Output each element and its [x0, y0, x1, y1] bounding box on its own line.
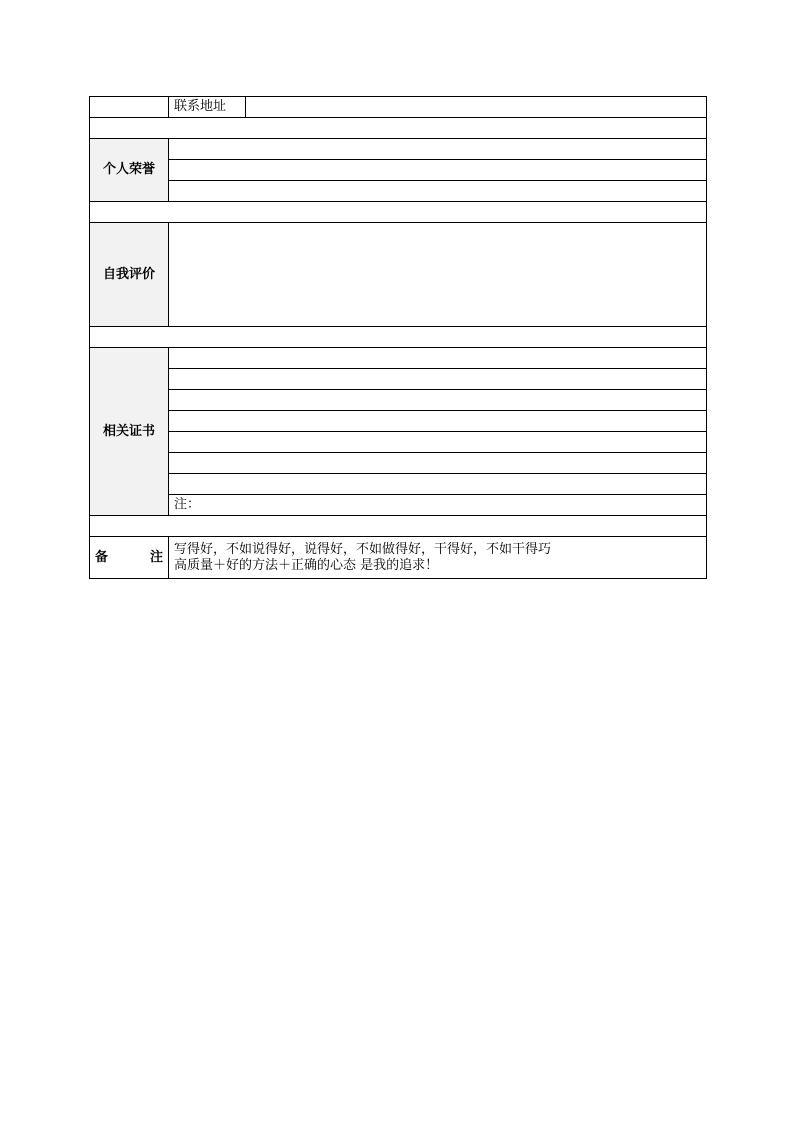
certificate-row [90, 369, 707, 390]
spacer-row [90, 516, 707, 537]
certificate-row [90, 348, 707, 369]
certificate-entry[interactable] [169, 390, 707, 411]
certificate-row [90, 474, 707, 495]
contact-row [90, 97, 707, 118]
resume-table [89, 96, 707, 579]
resume-page [89, 96, 706, 579]
certificate-note: 注： [169, 495, 707, 516]
contact-blank-cell [90, 97, 169, 118]
honors-row [90, 160, 707, 181]
spacer-cell [90, 118, 707, 139]
honors-entry[interactable] [169, 139, 707, 160]
contact-address-cell [169, 97, 707, 118]
spacer-cell [90, 202, 707, 223]
remarks-label: 备注 [90, 537, 169, 579]
certificate-row [90, 432, 707, 453]
certificate-entry[interactable] [169, 348, 707, 369]
honors-row [90, 139, 707, 160]
remarks-line-1: 写得好，不如说得好，说得好，不如做得好，干得好，不如干得巧 [174, 541, 552, 557]
self-evaluation-label: 自我评价 [90, 223, 169, 327]
honors-row [90, 181, 707, 202]
remarks-text [169, 537, 707, 579]
honors-label: 个人荣誉 [90, 139, 169, 202]
remarks-row [90, 537, 707, 579]
certificate-entry[interactable] [169, 474, 707, 495]
self-evaluation-text[interactable] [169, 223, 707, 327]
honors-entry[interactable] [169, 160, 707, 181]
spacer-row [90, 118, 707, 139]
certificate-row [90, 411, 707, 432]
spacer-row [90, 202, 707, 223]
certificates-label: 相关证书 [90, 348, 169, 516]
address-value[interactable] [246, 97, 706, 117]
self-evaluation-row [90, 223, 707, 327]
address-label: 联系地址 [169, 97, 246, 117]
honors-entry[interactable] [169, 181, 707, 202]
certificate-entry[interactable] [169, 432, 707, 453]
spacer-cell [90, 327, 707, 348]
certificate-entry[interactable] [169, 369, 707, 390]
certificate-row [90, 390, 707, 411]
spacer-row [90, 327, 707, 348]
certificate-entry[interactable] [169, 411, 707, 432]
remarks-line-2: 高质量＋好的方法＋正确的心态 是我的追求！ [174, 557, 439, 573]
certificate-row [90, 453, 707, 474]
certificate-entry[interactable] [169, 453, 707, 474]
spacer-cell [90, 516, 707, 537]
certificate-note-row [90, 495, 707, 516]
